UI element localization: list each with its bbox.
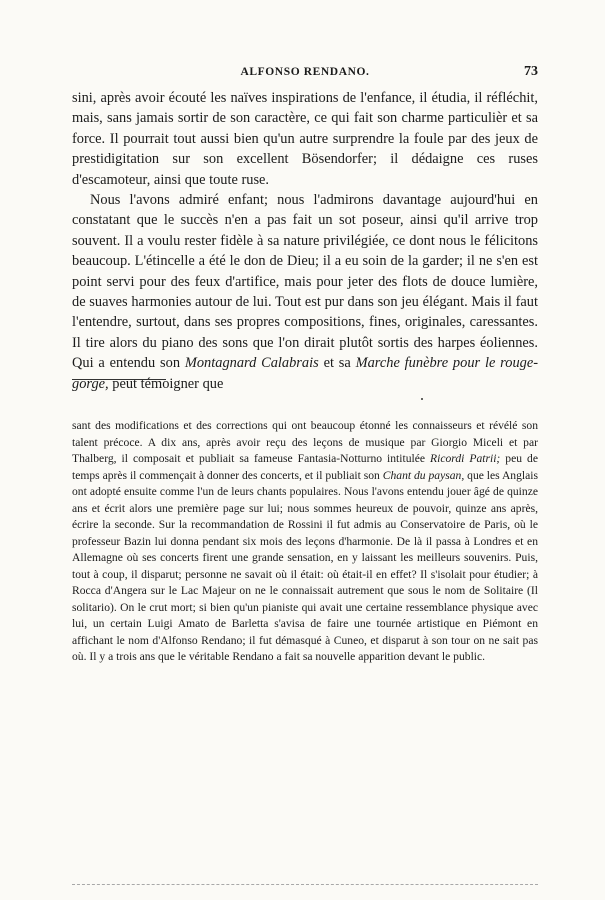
page-number: 73 — [524, 64, 538, 79]
footnote-part-1: sant des modifications et des corrections qui ont beaucoup étonné les connaisseurs et révélé son talent précoce. A dix ans, après avoir reçu des leçons de musique par Giorgio Miceli et par Thalberg, il composait et publiait sa fameuse Fantasia-Notturno intitulée — [72, 419, 538, 465]
title-montagnard: Montagnard Calabrais — [184, 355, 319, 372]
footnote-separator — [72, 379, 166, 380]
paragraph-2-mid: et sa — [323, 355, 351, 372]
footnote-paragraph — [72, 418, 538, 666]
footnote — [72, 418, 538, 666]
footnote-part-2: peu de temps après il commençait à donner des concerts, et il publiait son — [72, 452, 538, 482]
title-marche: Marche funèbre pour le rouge-gorge, — [72, 355, 539, 392]
paragraph-2-end: peut témoigner que — [112, 375, 224, 392]
main-text — [72, 88, 538, 394]
ink-speck — [421, 398, 423, 400]
footnote-part-3: que les Anglais ont adopté ensuite comme l'un de leurs chants populaires. Nous l'avons entendu jouer âgé de quinze ans et écrit alors une première page sur lui; nous sommes heureux de pouvoir, quinze ans après, écrire la seconde. Sur la recommandation de Rossini il fut admis au Conservatoire de Paris, où le professeur Bazin lui donna pendant six mois des leçons d'harmonie. De là il passa à Londres et en Allemagne où ses concerts firent une grande sensation, en y laissant les meilleurs souvenirs. Puis, tout à coup, il disparut; personne ne savait où il était: où était-il en effet? Il s'isolait pour étudier; à Rocca d'Angera sur le Lac Majeur on ne le connaissait autrement que sous le nom de Solitaire (Il solitario). On le crut mort; si bien qu'un pianiste qui avait une certaine ressemblance physique avec lui, un certain Luigi Amato de Barletta s'avisa de faire une tournée artistique en Piémont en affichant le nom d'Alfonso Rendano; il fut démasqué à Cuneo, et disparut à son tour on ne sait pas où. Il y a trois ans que le véritable Rendano a fait sa nouvelle apparition devant le public. — [72, 468, 539, 663]
paragraph-2 — [72, 190, 538, 394]
paragraph-1: sini, après avoir écouté les naïves inspirations de l'enfance, il étudia, il réfléchit, mais, sans jamais sortir de son caractère, ce qui fait son charme particulièr et sa force. Il pourrait tout aussi bien qu'un autre surprendre la foule par des jeux de prestidigitation sur son excellent Bösendorfer; il dédaigne ces ruses d'escamoteur, ainsi que toute ruse. — [72, 90, 538, 188]
paragraph-2-start: Nous l'avons admiré enfant; nous l'admirons davantage aujourd'hui en constatant que le succès n'en a pas fait un sot poseur, ainsi qu'il arrive trop souvent. Il a voulu rester fidèle à sa nature privilégiée, ce dont nous le félicitons beaucoup. L'étincelle a été le don de Dieu; il a eu soin de la garder; il ne s'en est point servi pour des feux d'artifice, mais pour jeter des flots de douce lumière, de suaves harmonies autour de lui. Tout est pur dans son jeu élégant. Mais il faut l'entendre, surtout, dans ses propres compositions, fines, originales, caressantes. Il tire alors du piano des sons que l'on dirait plutôt sortis des harpes éoliennes. Qui a entendu son — [72, 192, 538, 372]
running-title: ALFONSO RENDANO. — [240, 66, 370, 78]
page-header — [72, 66, 538, 86]
bottom-scan-line — [72, 884, 538, 885]
title-chant-du-paysan: Chant du paysan, — [382, 468, 465, 482]
title-ricordi-patrii: Ricordi Patrii; — [430, 452, 501, 465]
